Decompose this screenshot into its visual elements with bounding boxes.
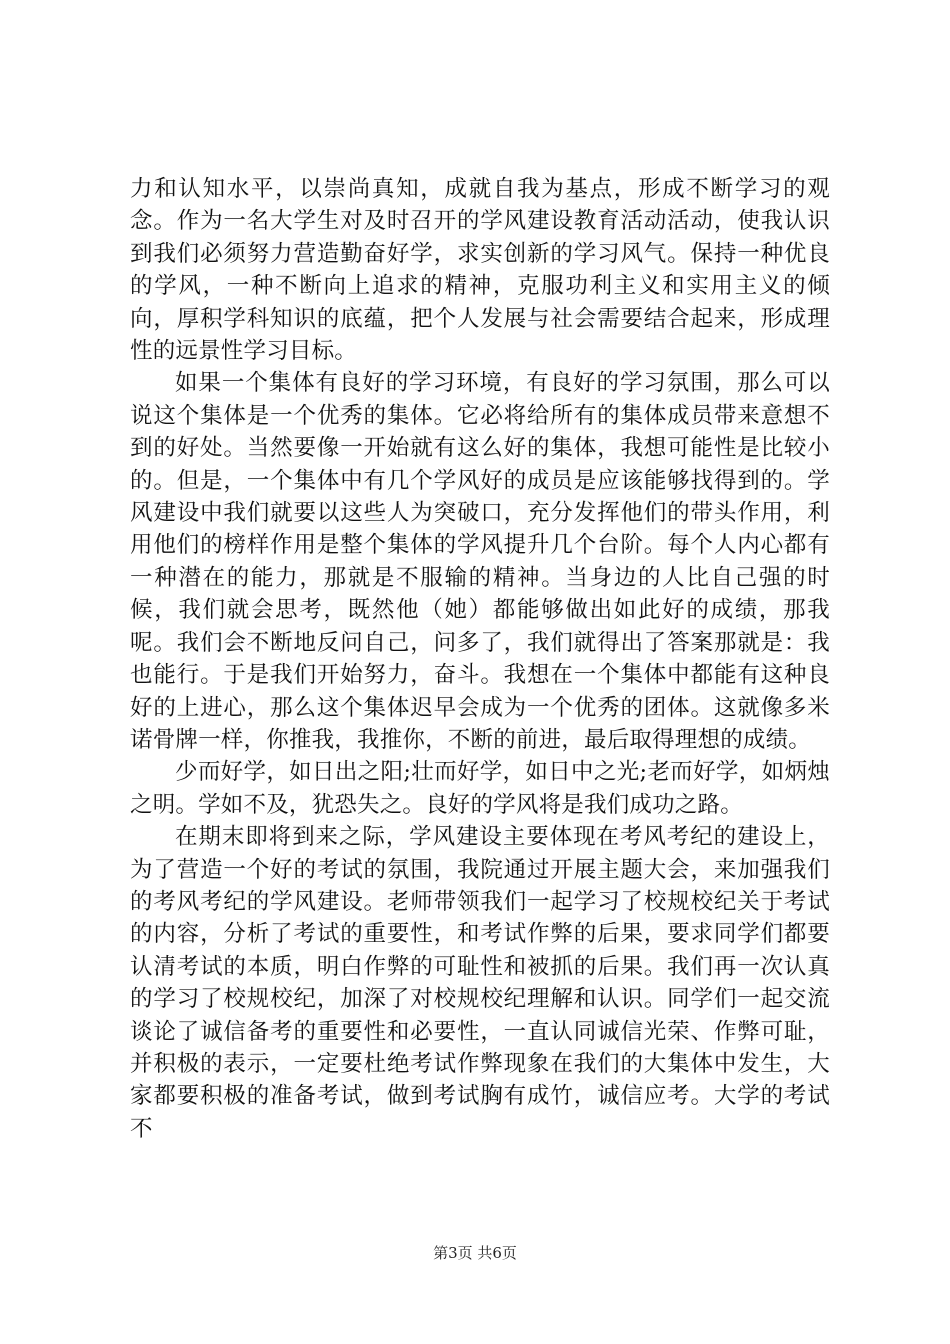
paragraph-1: 力和认知水平，以崇尚真知，成就自我为基点，形成不断学习的观念。作为一名大学生对及时召开的学风建设教育活动活动，使我认识到我们必须努力营造勤奋好学，求实创新的学习风气。保持一种优良的学风，一种不断向上追求的精神，克服功利主义和实用主义的倾向，厚积学科知识的底蕴，把个人发展与社会需要结合起来，形成理性的远景性学习目标。 bbox=[130, 176, 830, 365]
page-number-footer: 第3页 共6页 bbox=[433, 1244, 517, 1262]
body-text bbox=[130, 173, 830, 1145]
paragraph-3: 少而好学，如日出之阳;壮而好学，如日中之光;老而好学，如炳烛之明。学如不及，犹恐失之。良好的学风将是我们成功之路。 bbox=[130, 759, 830, 818]
paragraph-2: 如果一个集体有良好的学习环境，有良好的学习氛围，那么可以说这个集体是一个优秀的集体。它必将给所有的集体成员带来意想不到的好处。当然要像一开始就有这么好的集体，我想可能性是比较小的。但是，一个集体中有几个学风好的成员是应该能够找得到的。学风建设中我们就要以这些人为突破口，充分发挥他们的带头作用，利用他们的榜样作用是整个集体的学风提升几个台阶。每个人内心都有一种潜在的能力，那就是不服输的精神。当身边的人比自己强的时候，我们就会思考，既然他（她）都能够做出如此好的成绩，那我呢。我们会不断地反问自己，问多了，我们就得出了答案那就是：我也能行。于是我们开始努力，奋斗。我想在一个集体中都能有这种良好的上进心，那么这个集体迟早会成为一个优秀的团体。这就像多米诺骨牌一样，你推我，我推你，不断的前进，最后取得理想的成绩。 bbox=[130, 370, 830, 753]
paragraph-4: 在期末即将到来之际，学风建设主要体现在考风考纪的建设上，为了营造一个好的考试的氛围，我院通过开展主题大会，来加强我们的考风考纪的学风建设。老师带领我们一起学习了校规校纪关于考试的内容，分析了考试的重要性，和考试作弊的后果，要求同学们都要认清考试的本质，明白作弊的可耻性和被抓的后果。我们再一次认真的学习了校规校纪，加深了对校规校纪理解和认识。同学们一起交流谈论了诚信备考的重要性和必要性，一直认同诚信光荣、作弊可耻，并积极的表示，一定要杜绝考试作弊现象在我们的大集体中发生，大家都要积极的准备考试，做到考试胸有成竹，诚信应考。大学的考试不 bbox=[130, 824, 830, 1142]
